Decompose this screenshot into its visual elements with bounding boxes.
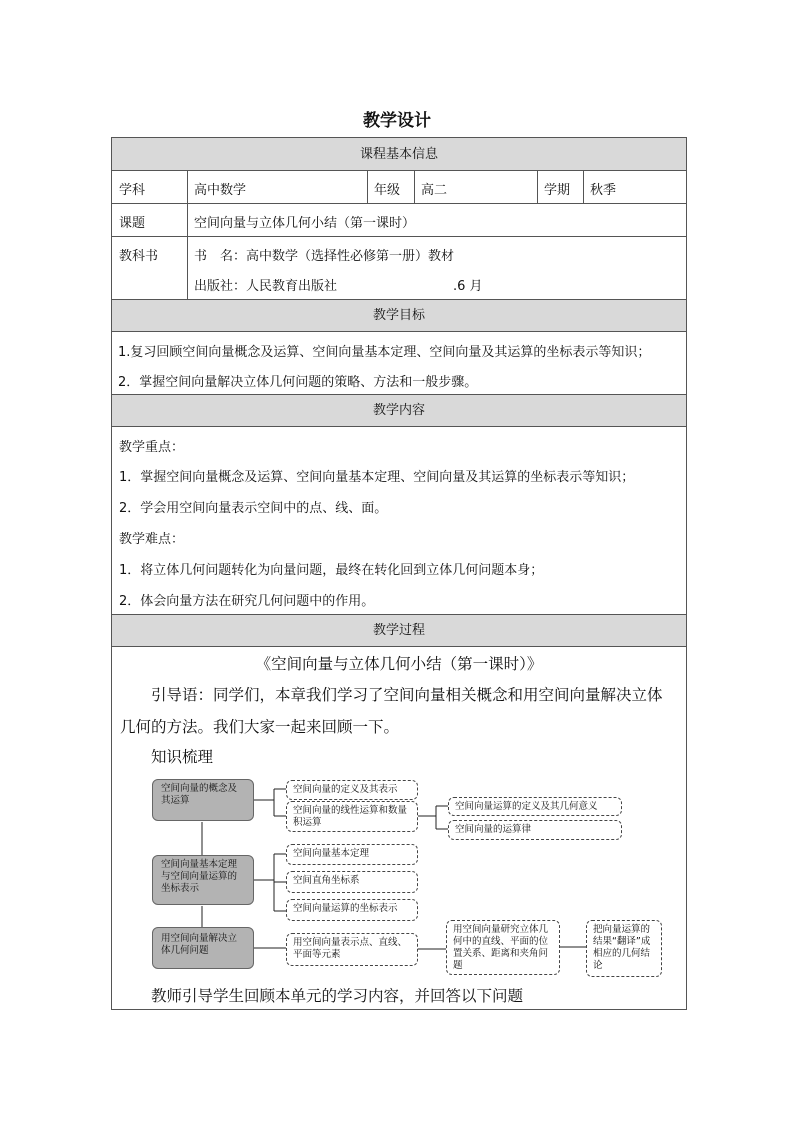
objective-item-1: 1.复习回顾空间向量概念及运算、空间向量基本定理、空间向量及其运算的坐标表示等知识； (118, 345, 651, 360)
intro-line-2: 几何的方法。我们大家一起来回顾一下。 (120, 718, 400, 736)
col-divider (537, 171, 538, 203)
node-definition: 空间向量的定义及其表示 (286, 780, 418, 800)
node-basic-theorem: 空间向量基本定理 (286, 844, 418, 865)
grade-value: 高二 (421, 183, 448, 198)
grade-label: 年级 (374, 183, 401, 198)
node-translate-results: 把向量运算的结果“翻译”成相应的几何结论 (586, 920, 662, 977)
col-divider (414, 171, 415, 203)
subject-label: 学科 (119, 183, 146, 198)
row-divider (112, 236, 686, 237)
term-value: 秋季 (590, 183, 617, 198)
difficulty-label: 教学难点： (119, 532, 185, 547)
basic-info-header: 课程基本信息 (112, 138, 686, 171)
main-node-basic-theorem: 空间向量基本定理与空间向量运算的坐标表示 (152, 855, 254, 905)
closing-text: 教师引导学生回顾本单元的学习内容，并回答以下问题 (151, 987, 524, 1005)
publish-month: .6 月 (453, 279, 483, 294)
node-operation-laws: 空间向量的运算律 (448, 820, 622, 840)
topic-label: 课题 (119, 216, 146, 231)
lesson-table (111, 137, 687, 1010)
key-points-label: 教学重点： (119, 440, 185, 455)
row-divider (112, 203, 686, 204)
node-study-relations: 用空间向量研究立体几何中的直线、平面的位置关系、距离和夹角问题 (446, 920, 560, 975)
intro-line-1: 引导语：同学们，本章我们学习了空间向量相关概念和用空间向量解决立体 (151, 686, 663, 704)
publisher: 出版社：人民教育出版社 (194, 279, 338, 294)
key-point-1: 1．掌握空间向量概念及运算、空间向量基本定理、空间向量及其运算的坐标表示等知识； (119, 470, 635, 485)
topic-value: 空间向量与立体几何小结（第一课时） (194, 216, 416, 231)
textbook-name: 书 名：高中数学（选择性必修第一册）教材 (194, 249, 455, 264)
objective-item-2: 2．掌握空间向量解决立体几何问题的策略、方法和一般步骤。 (118, 375, 478, 390)
objectives-header: 教学目标 (112, 299, 686, 332)
lesson-title: 《空间向量与立体几何小结（第一课时）》 (255, 655, 543, 673)
col-divider (187, 171, 188, 299)
col-divider (367, 171, 368, 203)
content-header: 教学内容 (112, 394, 686, 427)
process-header: 教学过程 (112, 614, 686, 647)
node-linear-operations: 空间向量的线性运算和数量积运算 (286, 801, 418, 832)
node-represent-elements: 用空间向量表示点、直线、平面等元素 (286, 933, 418, 966)
term-label: 学期 (544, 183, 571, 198)
key-point-2: 2．学会用空间向量表示空间中的点、线、面。 (119, 501, 388, 516)
main-node-solve-problems: 用空间向量解决立体几何问题 (152, 927, 254, 969)
subject-value: 高中数学 (194, 183, 247, 198)
node-coordinate-operations: 空间向量运算的坐标表示 (286, 899, 418, 921)
node-coordinate-system: 空间直角坐标系 (286, 871, 418, 893)
textbook-label: 教科书 (119, 249, 159, 264)
section-title: 知识梳理 (151, 748, 214, 766)
document-title: 教学设计 (363, 111, 431, 131)
difficulty-point-1: 1．将立体几何问题转化为向量问题，最终在转化回到立体几何问题本身； (119, 563, 544, 578)
difficulty-point-2: 2．体会向量方法在研究几何问题中的作用。 (119, 594, 375, 609)
node-operation-meaning: 空间向量运算的定义及其几何意义 (448, 797, 622, 816)
col-divider (583, 171, 584, 203)
main-node-concepts: 空间向量的概念及其运算 (152, 779, 254, 821)
